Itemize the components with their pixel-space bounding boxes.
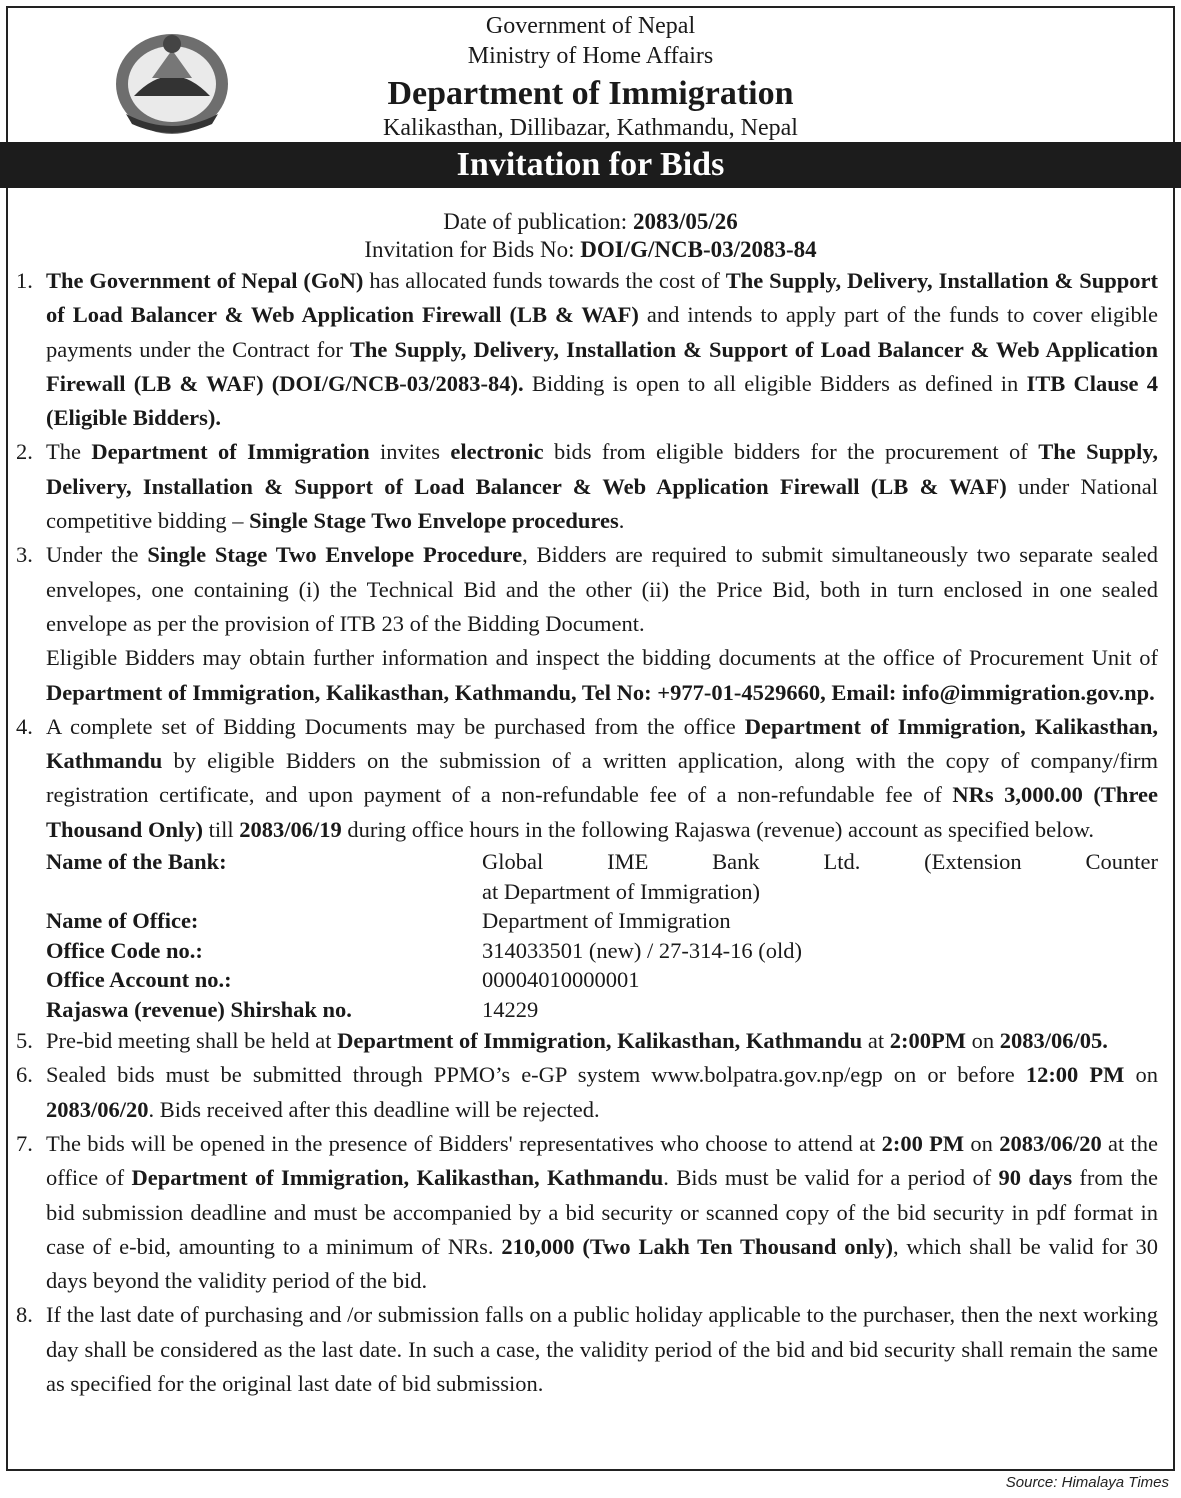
clause-text-segment: on (1124, 1062, 1158, 1088)
clause-text-segment: 2:00PM (889, 1028, 966, 1054)
clause-text-segment: Under the (46, 542, 148, 568)
clause-text-segment: The Supply, Delivery, Installation & Support of Load Balancer & Web Application Firewall (LB & WAF) (DOI/G/NCB-03/2083-84). (46, 336, 1158, 396)
clause-text-segment: . (618, 508, 625, 534)
clause-text-segment: electronic (450, 439, 544, 465)
clause-text-segment: invites (369, 439, 451, 465)
clause-text-segment: during office hours in the following Rajaswa (revenue) account as specified below. (341, 816, 1094, 842)
clause-item (16, 264, 1158, 435)
clause-text-segment: NRs 3,000.00 (Three Thousand Only) (46, 782, 1158, 842)
clause-text-segment: 210,000 (Two Lakh Ten Thousand only) (501, 1233, 893, 1259)
clause-text-segment: 2083/06/05. (999, 1028, 1108, 1054)
clause-number: 7. (16, 1130, 33, 1156)
clause-number: 3. (16, 542, 33, 568)
clause-text-segment: The (46, 439, 92, 465)
clause-text-segment: 90 days (998, 1165, 1073, 1191)
clause-item (16, 538, 1158, 641)
bank-field-value: 314033501 (new) / 27-314-16 (old) (482, 937, 802, 963)
ifb-number-value: DOI/G/NCB-03/2083-84 (580, 237, 817, 262)
clause-text-segment: on (964, 1130, 1000, 1156)
clause-text-segment: 12:00 PM (1025, 1062, 1125, 1088)
clause-text-segment: Bidding is open to all eligible Bidders as defined in (523, 370, 1027, 396)
bank-field-label: Rajaswa (revenue) Shirshak no. (46, 996, 352, 1022)
clause-number: 1. (16, 268, 33, 293)
clause-text-segment: . Bids must be valid for a period of (663, 1165, 999, 1191)
bank-field-value: 00004010000001 (482, 967, 640, 993)
clause-text-segment: 2083/06/19 (239, 816, 342, 842)
clause-number: 6. (16, 1062, 33, 1088)
bank-field-value: 14229 (482, 996, 539, 1022)
clause-item (16, 710, 1158, 847)
clause-text-segment: The Supply, Delivery, Installation & Support of Load Balancer & Web Application Firewall (LB & WAF) (46, 439, 1159, 499)
clause-text-segment: A complete set of Bidding Documents may be purchased from the office (46, 713, 745, 739)
clause-text-segment: The Government of Nepal (GoN) (46, 268, 364, 293)
clause-text-segment: at the office of (46, 1130, 1158, 1191)
clause-text-segment: from the bid submission deadline and must be accompanied by a bid security or scanned copy of the bid security in pdf format in case of e-bid, amounting to a minimum of NRs. (46, 1165, 1158, 1259)
clause-text-segment: has allocated funds towards the cost of (363, 268, 726, 293)
bank-field-spacer (46, 877, 482, 907)
clause-text-segment: bids from eligible bidders for the procurement of (543, 439, 1039, 465)
clause-text-segment: , which shall be valid for 30 days beyond the validity period of the bid. (46, 1233, 1158, 1294)
source-credit: Source: Himalaya Times (1005, 1474, 1169, 1491)
clause-text-segment: till (202, 816, 240, 842)
publication-date-value: 2083/05/26 (632, 209, 738, 234)
clause-text (46, 1298, 1158, 1401)
publication-date-label: Date of publication: (443, 209, 628, 234)
bank-field-value: Department of Immigration (482, 908, 731, 934)
clause-text (46, 435, 1158, 538)
clause-text-segment: Pre-bid meeting shall be held at (46, 1028, 338, 1054)
clause-text-segment: The Supply, Delivery, Installation & Support of Load Balancer & Web Application Firewall (LB & WAF) (46, 268, 1158, 328)
clause-text-segment: under National competitive bidding – (46, 473, 1158, 534)
clause-text-segment: 2:00 PM (881, 1130, 965, 1156)
clause-text-segment: The bids will be opened in the presence of Bidders' representatives who choose to attend at (46, 1130, 882, 1156)
clause-number: 4. (16, 713, 33, 739)
ifb-number (0, 236, 1181, 264)
clause-text-segment: Single Stage Two Envelope Procedure (147, 542, 523, 568)
clause-text-segment: . Bids received after this deadline will be rejected. (148, 1096, 600, 1122)
notice-body (16, 264, 1158, 1401)
clause-text-segment: Department of Immigration, Kalikasthan, Kathmandu, Tel No: +977-01-4529660, Email: info@immigration.gov.np. (46, 679, 1155, 705)
clause-text-segment: ITB Clause 4 (Eligible Bidders). (46, 370, 1159, 431)
clause-text-segment: Eligible Bidders may obtain further information and inspect the bidding documents at the office of Procurement Unit of (46, 645, 1158, 671)
clause-4 (16, 710, 1158, 847)
department-address: Kalikasthan, Dillibazar, Kathmandu, Nepal (383, 115, 798, 141)
clauses-1-3 (16, 264, 1158, 641)
clause-text (46, 538, 1158, 641)
invitation-banner: Invitation for Bids (0, 142, 1181, 188)
clause-text-segment: Department of Immigration, Kalikasthan, Kathmandu (131, 1165, 664, 1191)
clause-text (46, 264, 1158, 435)
clause-item (16, 1024, 1158, 1058)
ifb-number-label: Invitation for Bids No: (364, 237, 575, 262)
clause-text-segment: Department of Immigration, Kalikasthan, Kathmandu (337, 1028, 863, 1054)
clauses-5-8 (16, 1024, 1158, 1401)
clause-text-segment: by eligible Bidders on the submission of a written application, along with the copy of company/firm registration certificate, and upon payment of a non-refundable fee of a non-refundable fee of (46, 748, 1158, 808)
clause-item (16, 435, 1158, 538)
bank-field-label: Name of Office: (46, 908, 199, 934)
government-line: Government of Nepal (485, 13, 696, 39)
clause-item (16, 1298, 1158, 1401)
bank-field-label: Name of the Bank: (46, 849, 227, 875)
department-title: Department of Immigration (387, 75, 794, 112)
clause-text-segment: 2083/06/20 (999, 1130, 1102, 1156)
clause-text-segment: , Bidders are required to submit simultaneously two separate sealed envelopes, one containing (i) the Technical Bid and the other (ii) the Price Bid, both in turn enclosed in one sealed envelope as per the provision of ITB 23 of the Bidding Document. (46, 542, 1158, 636)
clause-text (46, 710, 1158, 847)
clause-number: 2. (16, 439, 33, 465)
publication-date (0, 208, 1181, 236)
clause-item (16, 1058, 1158, 1127)
clause-text-segment: If the last date of purchasing and /or submission falls on a public holiday applicable to the purchaser, then the next working day shall be considered as the last date. In such a case, the validity period of the bid and bid security shall remain the same as specified for the original last date of bid submission. (46, 1302, 1158, 1397)
bank-field-value: Global IME Bank Ltd. (Extension Counter (482, 849, 1158, 875)
clause-3-contact-paragraph (46, 641, 1158, 710)
clause-text-segment: Department of Immigration (91, 439, 370, 465)
clause-text-segment: 2083/06/20 (46, 1096, 149, 1122)
clause-text (46, 1127, 1158, 1298)
clause-text-segment: Department of Immigration, Kalikasthan, Kathmandu (46, 713, 1158, 774)
bank-field-label: Office Account no.: (46, 967, 232, 993)
clause-text (46, 1058, 1158, 1127)
ministry-line: Ministry of Home Affairs (467, 43, 714, 69)
clause-number: 8. (16, 1302, 33, 1328)
clause-text-segment: Sealed bids must be submitted through PPMO’s e-GP system www.bolpatra.gov.np/egp on or before (46, 1062, 1026, 1088)
clause-text-segment: and intends to apply part of the funds to cover eligible payments under the Contract for (46, 302, 1158, 362)
bank-details (46, 847, 1158, 1024)
bank-field-value-continued: at Department of Immigration) (482, 878, 761, 904)
clause-text-segment: on (965, 1028, 1000, 1054)
clause-item (16, 1127, 1158, 1298)
clause-text-segment: at (862, 1028, 890, 1054)
clause-number: 5. (16, 1028, 33, 1054)
bank-field-label: Office Code no.: (46, 937, 203, 963)
clause-text-segment: Single Stage Two Envelope procedures (249, 508, 619, 534)
clause-text (46, 1024, 1158, 1058)
